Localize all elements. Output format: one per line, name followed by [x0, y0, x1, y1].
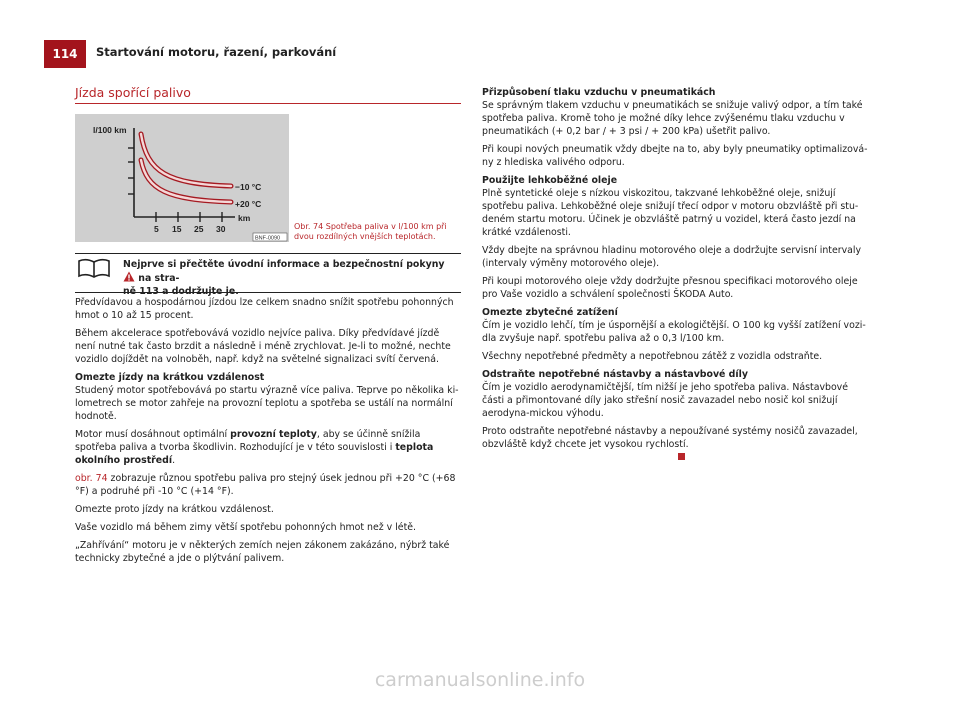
left-column [75, 296, 461, 570]
page-number: 114 [44, 40, 86, 68]
x-tick-label: 25 [194, 224, 204, 234]
paragraph: Studený motor spotřebovává po startu výrazně více paliva. Teprve po několika ki-lometrech se motor zahřeje na provozní teplotu a spotřeba se ustálí na normální hodnotě. [75, 385, 459, 422]
warning-icon [123, 271, 135, 282]
figure-caption [294, 222, 462, 242]
fuel-chart [75, 114, 289, 242]
figure-reference-link[interactable]: obr. 74 [75, 473, 108, 484]
caption-line: Obr. 74 Spotřeba paliva v l/100 km při [294, 222, 447, 231]
x-tick-label: 5 [154, 224, 159, 234]
x-tick-label: 15 [172, 224, 182, 234]
watermark: carmanualsonline.info [374, 669, 586, 691]
chapter-title: Startování motoru, řazení, parkování [96, 45, 337, 59]
caption-line: dvou rozdílných vnějších teplotách. [294, 232, 436, 241]
safety-note [75, 253, 461, 297]
subheading: Omezte jízdy na krátkou vzdálenost [75, 372, 265, 383]
x-tick-label: 30 [216, 224, 226, 234]
paragraph: obr. 74 zobrazuje různou spotřebu paliva pro stejný úsek jednou při +20 °C (+68 °F) a podruhé při -10 °C (+14 °F). [75, 473, 456, 497]
x-axis-unit: km [238, 213, 251, 223]
section-divider [75, 103, 461, 104]
paragraph: Vždy dbejte na správnou hladinu motorového oleje a dodržujte servisní intervaly (intervaly výměny motorového oleje). [482, 245, 862, 269]
subheading: Odstraňte nepotřebné nástavby a nástavbové díly [482, 369, 748, 380]
subheading: Přizpůsobení tlaku vzduchu v pneumatikách [482, 87, 716, 98]
paragraph: Všechny nepotřebné předměty a nepotřebnou zátěž z vozidla odstraňte. [482, 351, 823, 362]
note-text: Nejprve si přečtěte úvodní informace a bezpečnostní pokyny na stra- ně 113 a dodržujte je. [123, 259, 445, 297]
right-column [482, 86, 870, 469]
paragraph: Během akcelerace spotřebovává vozidlo nejvíce paliva. Díky předvídavé jízdě není nutné tak často brzdit a následně i méně zrychlovat. Je-li to možné, nechte vozidlo dojíždět na volnoběh, např. když na světelné signalizaci svítí červená. [75, 328, 451, 365]
legend-plus20: +20 °C [235, 199, 262, 209]
paragraph: Předvídavou a hospodárnou jízdou lze celkem snadno snížit spotřebu pohonných hmot o 10 až 15 procent. [75, 297, 454, 321]
paragraph: Čím je vozidlo aerodynamičtější, tím nižší je jeho spotřeba paliva. Nástavbové části a přimontované díly jako střešní nosič zavazadel nebo nosič kol snižují aerodyna-mickou výhodu. [482, 382, 848, 419]
paragraph: Proto odstraňte nepotřebné nástavby a nepoužívané systémy nosičů zavazadel, obzvláště když chcete jet vysokou rychlostí. [482, 425, 870, 464]
paragraph: Se správným tlakem vzduchu v pneumatikách se snižuje valivý odpor, a tím také spotřeba paliva. Kromě toho je možné díky lehce zvýšenému tlaku vzduchu v pneumatikách (+ 0,2 bar / + 3 psi / + 200 kPa) ušetřit palivo. [482, 100, 863, 137]
paragraph: Motor musí dosáhnout optimální provozní teploty, aby se účinně snížila spotřeba paliva a tvorba škodlivin. Rozhodující je v této souvislosti i teplota okolního prostředí. [75, 429, 434, 466]
y-axis-label: l/100 km [93, 125, 127, 135]
paragraph: Čím je vozidlo lehčí, tím je úspornější a ekologičtější. O 100 kg vyšší zatížení vozi-dla zvyšuje např. spotřebu paliva až o 0,3 l/100 km. [482, 320, 866, 344]
paragraph: Při koupi motorového oleje vždy dodržujte přesnou specifikaci motorového oleje pro Vaše vozidlo a schválení společnosti ŠKODA Auto. [482, 276, 858, 300]
curve-minus10 [141, 134, 231, 186]
book-icon [77, 257, 111, 279]
paragraph: „Zahřívání“ motoru je v některých zemích nejen zákonem zakázáno, nýbrž také technicky zbytečné a jde o plýtvání palivem. [75, 540, 450, 564]
subheading: Použijte lehkoběžné oleje [482, 175, 618, 186]
legend-minus10: −10 °C [235, 182, 262, 192]
paragraph: Plně syntetické oleje s nízkou viskozitou, takzvané lehkoběžné oleje, snižují spotřebu paliva. Lehkoběžné oleje snižují třecí odpor v motoru obzvláště při stu-deném startu motoru. Účinek je obzvláště patrný u vozidel, která často jezdí na krátké vzdálenosti. [482, 188, 859, 238]
section-title: Jízda spořící palivo [75, 85, 191, 100]
section-end-marker [678, 453, 685, 460]
subheading: Omezte zbytečné zatížení [482, 307, 618, 318]
paragraph: Vaše vozidlo má během zimy větší spotřebu pohonných hmot než v létě. [75, 522, 416, 533]
figure-code: BNF-0090 [255, 235, 281, 242]
paragraph: Při koupi nových pneumatik vždy dbejte na to, aby byly pneumatiky optimalizová-ny z hlediska valivého odporu. [482, 144, 868, 168]
fuel-consumption-figure [75, 114, 289, 242]
paragraph: Omezte proto jízdy na krátkou vzdálenost. [75, 504, 274, 515]
